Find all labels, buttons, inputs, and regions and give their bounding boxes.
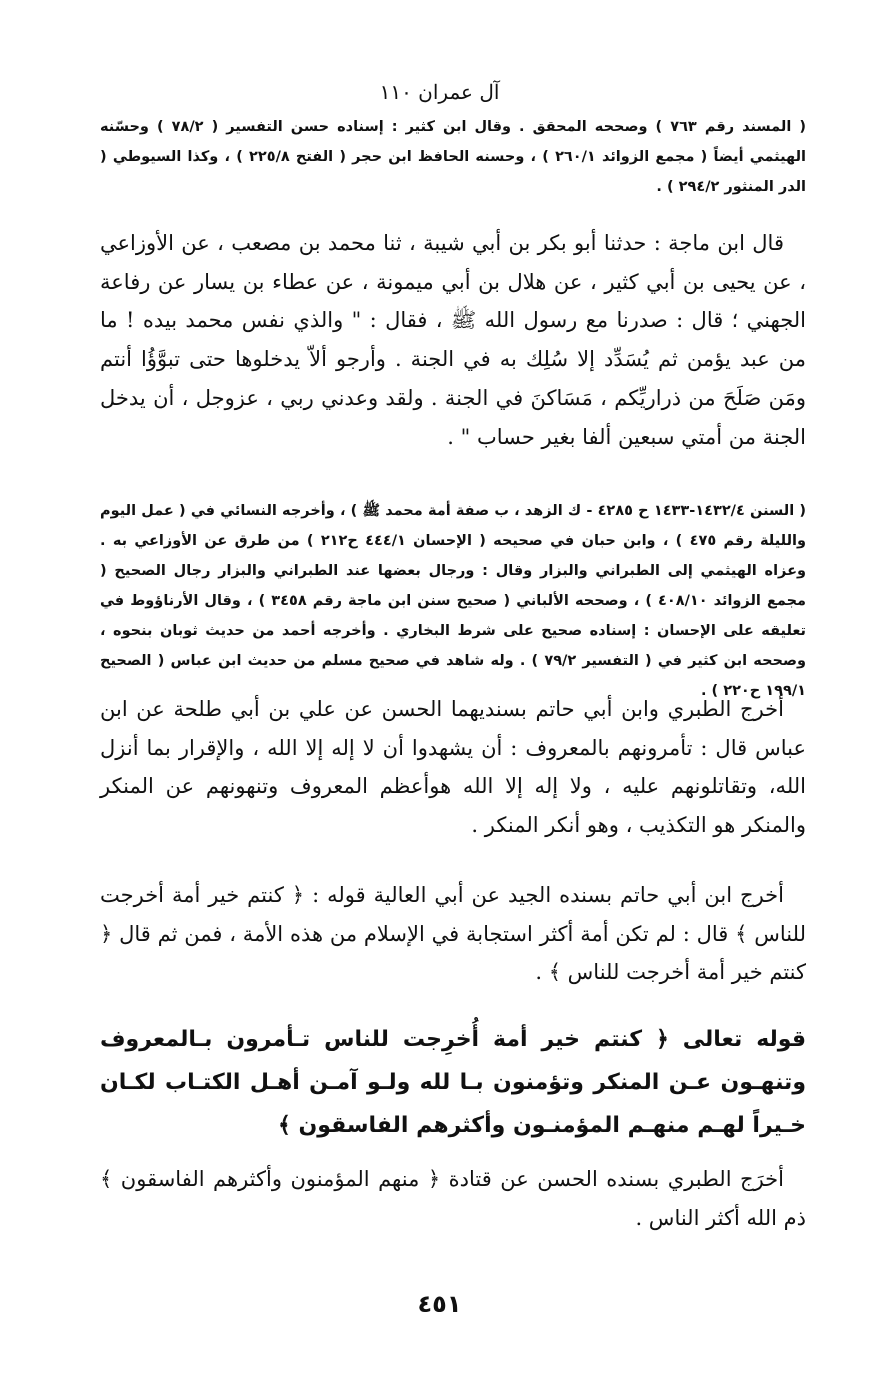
running-header: آل عمران ١١٠: [379, 80, 500, 104]
paragraph-ibn-majah-hadith: قال ابن ماجة : حدثنا أبو بكر بن أبي شيبة ، ثنا محمد بن مصعب ، عن الأوزاعي ، عن يحيى بن أبي كثير ، عن هلال بن أبي ميمونة ، عن عطاء بن يسار عن رفاعة الجهني ؛ قال : صدرنا مع رسول الله ﷺ ، فقال : " والذي نفس محمد بيده ! ما من عبد يؤمن ثم يُسَدِّد إلا سُلِك به في الجنة . وأرجو ألاّ يدخلوها حتى تبوَّؤُا أنتم ومَن صَلَحَ من ذراريِّكم ، مَسَاكنَ في الجنة . ولقد وعدني ربي ، عزوجل ، أن يدخل الجنة من أمتي سبعين ألفا بغير حساب " .: [100, 231, 806, 449]
paragraph-qatada: أخرَج الطبري بسنده الحسن عن قتادة ﴿ منهم المؤمنون وأكثرهم الفاسقون ﴾ ذم الله أكثر الناس .: [100, 1167, 806, 1230]
footnote-sunan: ( السنن ١٤٣٢/٤-١٤٣٣ ح ٤٢٨٥ - ك الزهد ، ب صفة أمة محمد ﷺ ) ، وأخرجه النسائي في ( عمل اليوم والليلة رقم ٤٧٥ ) ، وابن حبان في صحيحه ( الإحسان ٤٤٤/١ ح٢١٢ ) من طرق عن الأوزاعي به . وعزاه الهيثمي إلى الطبراني والبزار وقال : ورجال بعضها عند الطبراني والبزار رجال الصحيح ( مجمع الزوائد ٤٠٨/١٠ ) ، وصححه الألباني ( صحيح سنن ابن ماجة رقم ٣٤٥٨ ) ، وقال الأرناؤوط في تعليقه على الإحسان : إسناده صحيح على شرط البخاري . وأخرجه أحمد من حديث ثوبان بنحوه ، وصححه ابن كثير في ( التفسير ٧٩/٢ ) . وله شاهد في صحيح مسلم من حديث ابن عباس ( الصحيح ١٩٩/١ ح٢٢٠ ) .: [100, 503, 806, 699]
page-number: ٤٥١: [417, 1290, 462, 1318]
verse-heading: قوله تعالى ﴿ كنتم خير أمة أُخرِجت للناس تـأمرون بـالمعروف وتنهـون عـن المنكر وتؤمنون بـا لله ولـو آمـن أهـل الكتـاب لكـان خـيراً لهـم منهـم المؤمنـون وأكثرهم الفاسقون ﴾: [100, 1027, 806, 1138]
footnote-musnad: ( المسند رقم ٧٦٣ ) وصححه المحقق . وقال ابن كثير : إسناده حسن التفسير ( ٧٨/٢ ) وحسّنه الهيثمي أيضاً ( مجمع الزوائد ٢٦٠/١ ) ، وحسنه الحافظ ابن حجر ( الفتح ٢٢٥/٨ ) ، وكذا السيوطي ( الدر المنثور ٢٩٤/٢ ) .: [100, 119, 806, 195]
paragraph-abu-al-aliya: أخرج ابن أبي حاتم بسنده الجيد عن أبي العالية قوله : ﴿ كنتم خير أمة أخرجت للناس ﴾ قال : لم تكن أمة أكثر استجابة في الإسلام من هذه الأمة ، فمن ثم قال ﴿ كنتم خير أمة أخرجت للناس ﴾ .: [100, 883, 806, 985]
paragraph-tabari-ibn-abbas: أخرج الطبري وابن أبي حاتم بسنديهما الحسن عن علي بن أبي طلحة عن ابن عباس قال : تأمرونهم بالمعروف : أن يشهدوا أن لا إله إلا الله ، والإقرار بما أنزل الله، وتقاتلونهم عليه ، ولا إله إلا الله هوأعظم المعروف وتنهونهم عن المنكر والمنكر هو التكذيب ، وهو أنكر المنكر .: [100, 697, 806, 838]
